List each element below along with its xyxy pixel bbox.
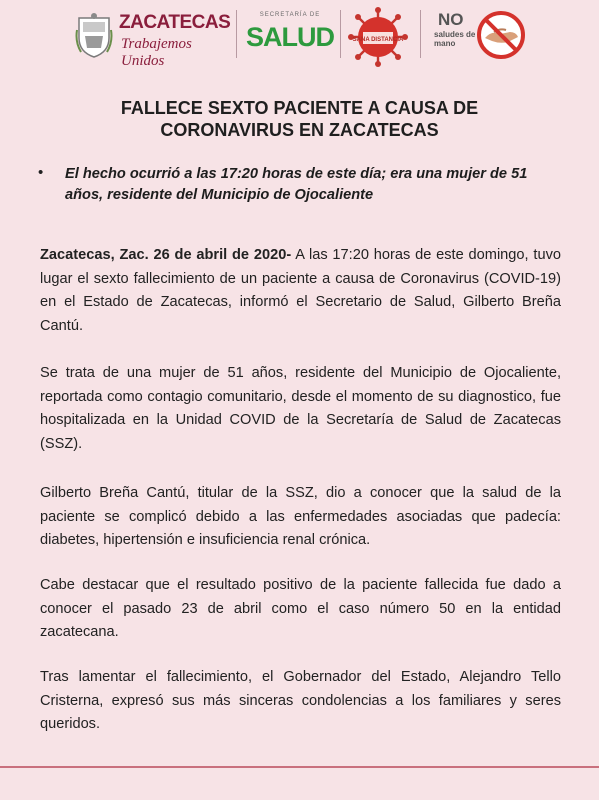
- salud-logo: [240, 12, 340, 58]
- summary-text: El hecho ocurrió a las 17:20 horas de este día; era una mujer de 51 años, residente del Municipio de Ojocaliente: [65, 166, 528, 203]
- dateline: Zacatecas, Zac. 26 de abril de 2020-: [40, 247, 292, 263]
- sana-distancia-icon: [343, 6, 413, 68]
- paragraph-4: Cabe destacar que el resultado positivo de la paciente fallecida fue dado a conocer el pasado 23 de abril como el caso número 50 en la entidad zacatecana.: [40, 577, 561, 640]
- logo-divider: [236, 10, 237, 58]
- state-name: ZACATECAS: [119, 12, 231, 33]
- state-slogan: Trabajemos Unidos: [121, 36, 192, 69]
- sana-distancia-label: SANA DISTANCIA: [352, 37, 404, 43]
- logo-divider: [340, 10, 341, 58]
- paragraph-3: Gilberto Breña Cantú, titular de la SSZ, dio a conocer que la salud de la paciente se complicó debido a las enfermedades asociadas que padecía: diabetes, hipertensión e insuficiencia renal crónica.: [40, 485, 561, 548]
- no-handshake-icon: [476, 10, 526, 60]
- sana-distancia-logo: [343, 6, 413, 68]
- bottom-divider: [0, 766, 599, 768]
- header-logos: [0, 0, 599, 72]
- no-saludes-logo: [430, 10, 540, 60]
- title-line-1: FALLECE SEXTO PACIENTE A CAUSA DE: [120, 98, 479, 118]
- paragraph-1: [40, 244, 561, 338]
- salud-logo-top: SECRETARÍA DE: [259, 12, 321, 18]
- state-crest-icon: [75, 12, 113, 58]
- paragraph-2: Se trata de una mujer de 51 años, residente del Municipio de Ojocaliente, reportada como contagio comunitario, desde el momento de su diagnostico, fue hospitalizada en la Unidad COVID de la Secretaría de Salud de Zacatecas (SSZ).: [40, 365, 561, 452]
- zacatecas-logo: [75, 10, 235, 69]
- no-text: NO: [438, 10, 464, 29]
- paragraph-5: Tras lamentar el fallecimiento, el Gobernador del Estado, Alejandro Tello Cristerna, expresó sus más sinceras condolencias a los familiares y seres queridos.: [40, 669, 561, 732]
- salud-logo-word: SALUD: [246, 22, 334, 52]
- press-release-title: [0, 97, 599, 141]
- title-line-2: CORONAVIRUS EN ZACATECAS: [160, 120, 439, 140]
- paragraph-1-text: A las 17:20 horas de este domingo, tuvo lugar el sexto fallecimiento de un paciente a causa de Coronavirus (COVID-19) en el Estado de Zacatecas, informó el Secretario de Salud, Gilberto Breña Cantú.: [40, 247, 561, 334]
- bullet-icon: •: [38, 164, 44, 181]
- logo-divider: [420, 10, 421, 58]
- no-saludes-text: saludes de mano: [434, 30, 476, 48]
